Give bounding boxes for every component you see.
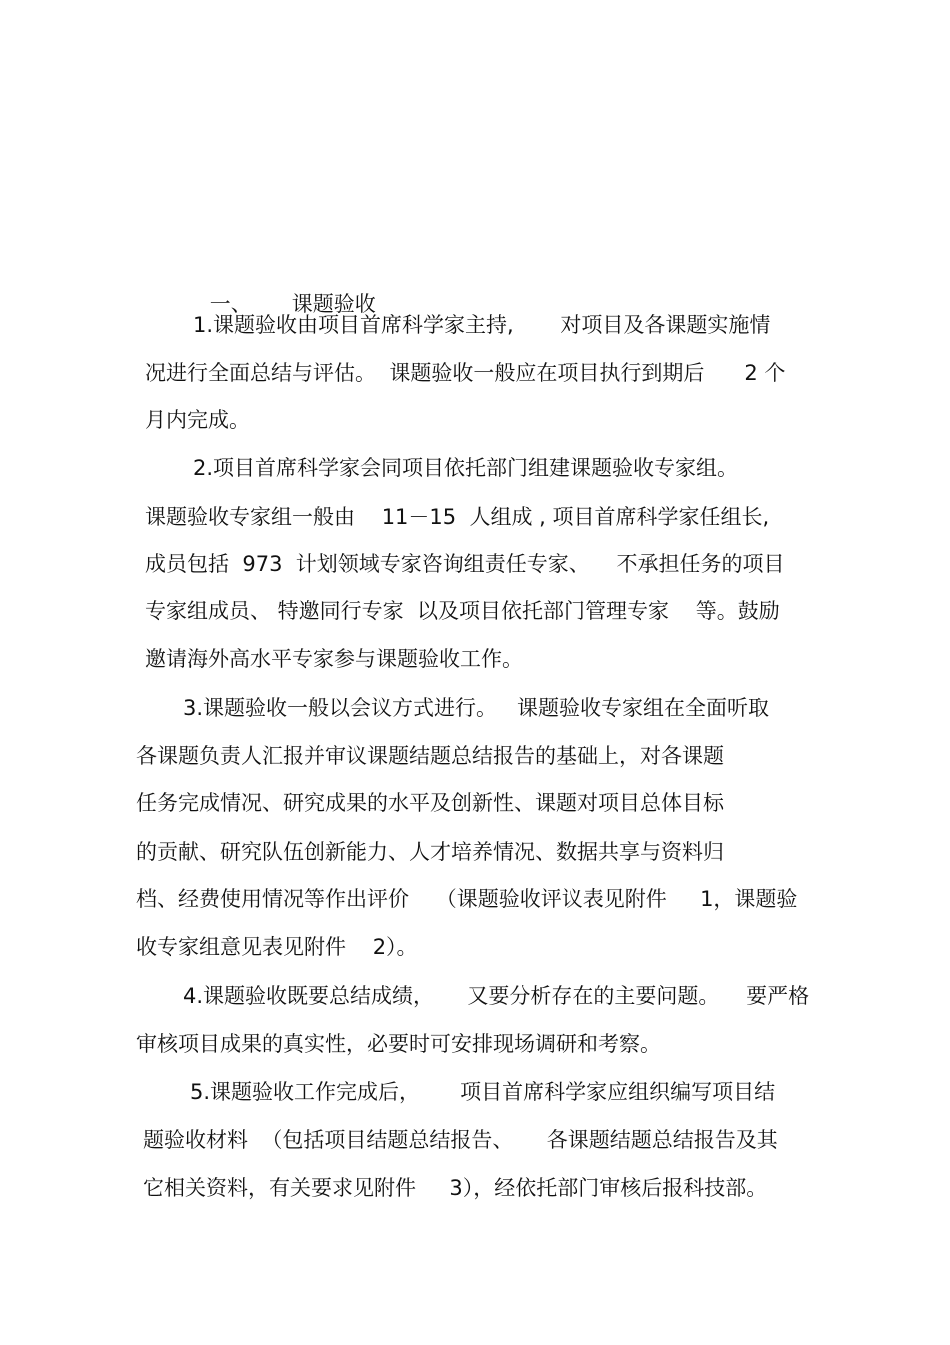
paragraph-1-line-1: 1.课题验收由项目首席科学家主持, 对项目及各课题实施情 <box>193 313 771 337</box>
paragraph-3-line-6: 收专家组意见表见附件 2）。 <box>136 935 418 959</box>
paragraph-2-line-1: 2.项目首席科学家会同项目依托部门组建课题验收专家组。 <box>193 456 739 480</box>
paragraph-1-line-2: 况进行全面总结与评估。 课题验收一般应在项目执行到期后 2 个 <box>145 361 786 385</box>
paragraph-2-line-2: 课题验收专家组一般由 11－15 人组成 , 项目首席科学家任组长, <box>145 505 770 529</box>
paragraph-5-line-1: 5.课题验收工作完成后， 项目首席科学家应组织编写项目结 <box>190 1080 776 1104</box>
paragraph-2-line-4: 专家组成员、 特邀同行专家 以及项目依托部门管理专家 等。鼓励 <box>145 599 780 623</box>
paragraph-5-line-2: 题验收材料 （包括项目结题总结报告、 各课题结题总结报告及其 <box>143 1128 778 1152</box>
paragraph-5-line-3: 它相关资料，有关要求见附件 3），经依托部门审核后报科技部。 <box>143 1176 768 1200</box>
paragraph-2-line-3: 成员包括 973 计划领域专家咨询组责任专家、 不承担任务的项目 <box>145 552 785 576</box>
paragraph-3-line-3: 任务完成情况、研究成果的水平及创新性、课题对项目总体目标 <box>136 791 724 815</box>
paragraph-3-line-5: 档、经费使用情况等作出评价 （课题验收评议表见附件 1，课题验 <box>136 887 798 911</box>
paragraph-4-line-2: 审核项目成果的真实性，必要时可安排现场调研和考察。 <box>136 1032 661 1056</box>
paragraph-2-line-5: 邀请海外高水平专家参与课题验收工作。 <box>145 647 523 671</box>
paragraph-3-line-2: 各课题负责人汇报并审议课题结题总结报告的基础上，对各课题 <box>136 744 724 768</box>
paragraph-3-line-4: 的贡献、研究队伍创新能力、人才培养情况、数据共享与资料归 <box>136 840 724 864</box>
paragraph-3-line-1: 3.课题验收一般以会议方式进行。 课题验收专家组在全面听取 <box>183 696 770 720</box>
paragraph-1-line-3: 月内完成。 <box>145 408 250 432</box>
section-title: 课题验收 <box>291 292 376 316</box>
section-number: 一、 <box>209 292 252 316</box>
paragraph-4-line-1: 4.课题验收既要总结成绩， 又要分析存在的主要问题。 要严格 <box>183 984 810 1008</box>
